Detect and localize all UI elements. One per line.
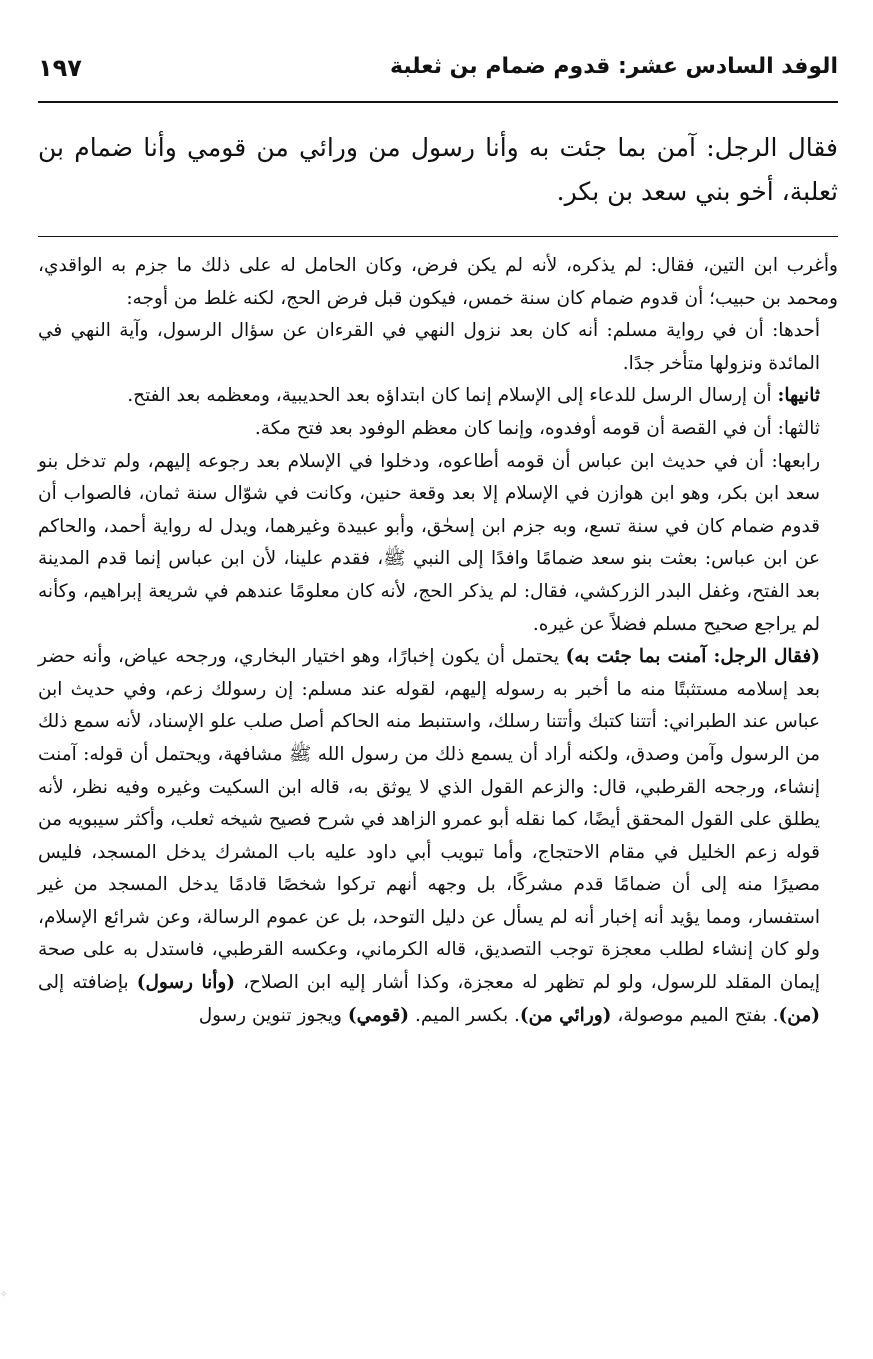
quote-text-5: ويجوز تنوين رسول xyxy=(198,1004,348,1026)
commentary-divider xyxy=(38,236,838,237)
point-fourth-text: أن في حديث ابن عباس أن قومه أطاعوه، ودخلوا في الإسلام بعد رجوعه إليهم، ولم تدخل بنو سعد ابن بكر، وهو ابن هوازن في الإسلام إلا بعد وقعة حنين، وكانت في شوّال سنة ثمان، فالصواب أن قدوم ضمام كان في سنة تسع، وبه جزم ابن إسحٰق، وأبو عبيدة وغيرهما، ويدل له رواية أحمد، والحاكم عن ابن عباس: بعثت بنو سعد ضمامًا وافدًا إلى النبي ﷺ، فقدم علينا، لأن ابن عباس إنما قدم المدينة بعد الفتح، وغفل البدر الزركشي، فقال: لم يذكر الحج، لأنه كان معلومًا عندهم في شريعة إبراهيم، وكأنه لم يراجع صحيح مسلم فضلاً عن غيره. xyxy=(38,450,820,635)
quote-text-2: بإضافته إلى xyxy=(38,972,137,994)
point-second xyxy=(38,380,838,413)
point-third-label: ثالثها: xyxy=(777,417,820,439)
quote-label-5: (قومي) xyxy=(347,1004,410,1026)
chapter-title: الوفد السادس عشر: قدوم ضمام بن ثعلبة xyxy=(389,54,838,79)
point-first xyxy=(38,315,838,380)
scan-artifact: ✧ xyxy=(0,1290,8,1300)
commentary-block xyxy=(38,250,838,1032)
point-fourth-label: رابعها: xyxy=(771,450,820,472)
point-third xyxy=(38,413,838,446)
quote-label-4: (ورائي من) xyxy=(519,1004,612,1026)
commentary-intro: وأغرب ابن التين، فقال: لم يذكره، لأنه لم يكن فرض، وكان الحامل له على ذلك ما جزم به الواقدي، ومحمد بن حبيب؛ أن قدوم ضمام كان سنة خمس، فيكون قبل فرض الحج، لكنه غلط من أوجه: xyxy=(38,255,838,309)
header-divider xyxy=(38,101,838,103)
quote-commentary xyxy=(38,641,838,1032)
running-header xyxy=(38,52,838,96)
quote-label: (فقال الرجل: آمنت بما جئت به) xyxy=(565,646,821,668)
point-first-label: أحدها: xyxy=(772,320,820,342)
point-second-text: أن إرسال الرسل للدعاء إلى الإسلام إنما كان ابتداؤه بعد الحديبية، ومعظمه بعد الفتح. xyxy=(127,385,778,407)
quote-text-4: . بكسر الميم. xyxy=(409,1004,520,1026)
quote-label-2: (وأنا رسول) xyxy=(136,972,236,994)
quote-label-3: (من) xyxy=(778,1004,820,1026)
point-fourth xyxy=(38,446,838,642)
point-first-text: أن في رواية مسلم: أنه كان بعد نزول النهي في القرءان عن سؤال الرسول، وآية النهي في المائدة ونزولها متأخر جدًا. xyxy=(38,320,820,374)
quote-text-1: يحتمل أن يكون إخبارًا، وهو اختيار البخاري، ورجحه عياض، وأنه حضر بعد إسلامه مستثبتًا منه ما أخبر به رسوله إليهم، لقوله عند مسلم: إن رسولك زعم، وفي حديث ابن عباس عند الطبراني: أتتنا كتبك وأتتنا رسلك، واستنبط منه الحاكم أصل صلب علو الإسناد، لأنه سمع ذلك من الرسول وآمن وصدق، ولكنه أراد أن يسمع ذلك من رسول الله ﷺ مشافهة، ويحتمل أن قوله: آمنت إنشاء، ورجحه القرطبي، قال: والزعم القول الذي لا يوثق به، قاله ابن السكيت وغيره وفيه نظر، لأنه يطلق على القول المحقق أيضًا، كما نقله أبو عمرو الزاهد في شرح فصيح شيخه ثعلب، وأكثر سيبويه من قوله زعم الخليل في مقام الاحتجاج، وأما تبويب أبي داود عليه باب المشرك يدخل المسجد، فليس مصيرًا منه إلى أن ضمامًا قدم مشركًا، بل وجهه أنهم تركوا شخصًا قادمًا يدخل المسجد من غير استفسار، ومما يؤيد أنه إخبار أنه لم يسأل عن دليل التوحد، بل عن عموم الرسالة، وعن شرائع الإسلام، ولو كان إنشاء لطلب معجزة توجب التصديق، قاله الكرماني، وعكسه القرطبي، فاستدل به على صحة إيمان المقلد للرسول، ولو لم تظهر له معجزة، وكذا أشار إليه ابن الصلاح، xyxy=(38,646,820,994)
page-number: ١٩٧ xyxy=(38,54,82,82)
quote-text-3: . بفتح الميم موصولة، xyxy=(611,1004,779,1026)
point-third-text: أن في القصة أن قومه أوفدوه، وإنما كان معظم الوفود بعد فتح مكة. xyxy=(254,417,778,439)
hadith-text: فقال الرجل: آمن بما جئت به وأنا رسول من ورائي من قومي وأنا ضمام بن ثعلبة، أخو بني سعد بن بكر. xyxy=(38,133,838,206)
point-second-label: ثانيها: xyxy=(777,385,820,407)
